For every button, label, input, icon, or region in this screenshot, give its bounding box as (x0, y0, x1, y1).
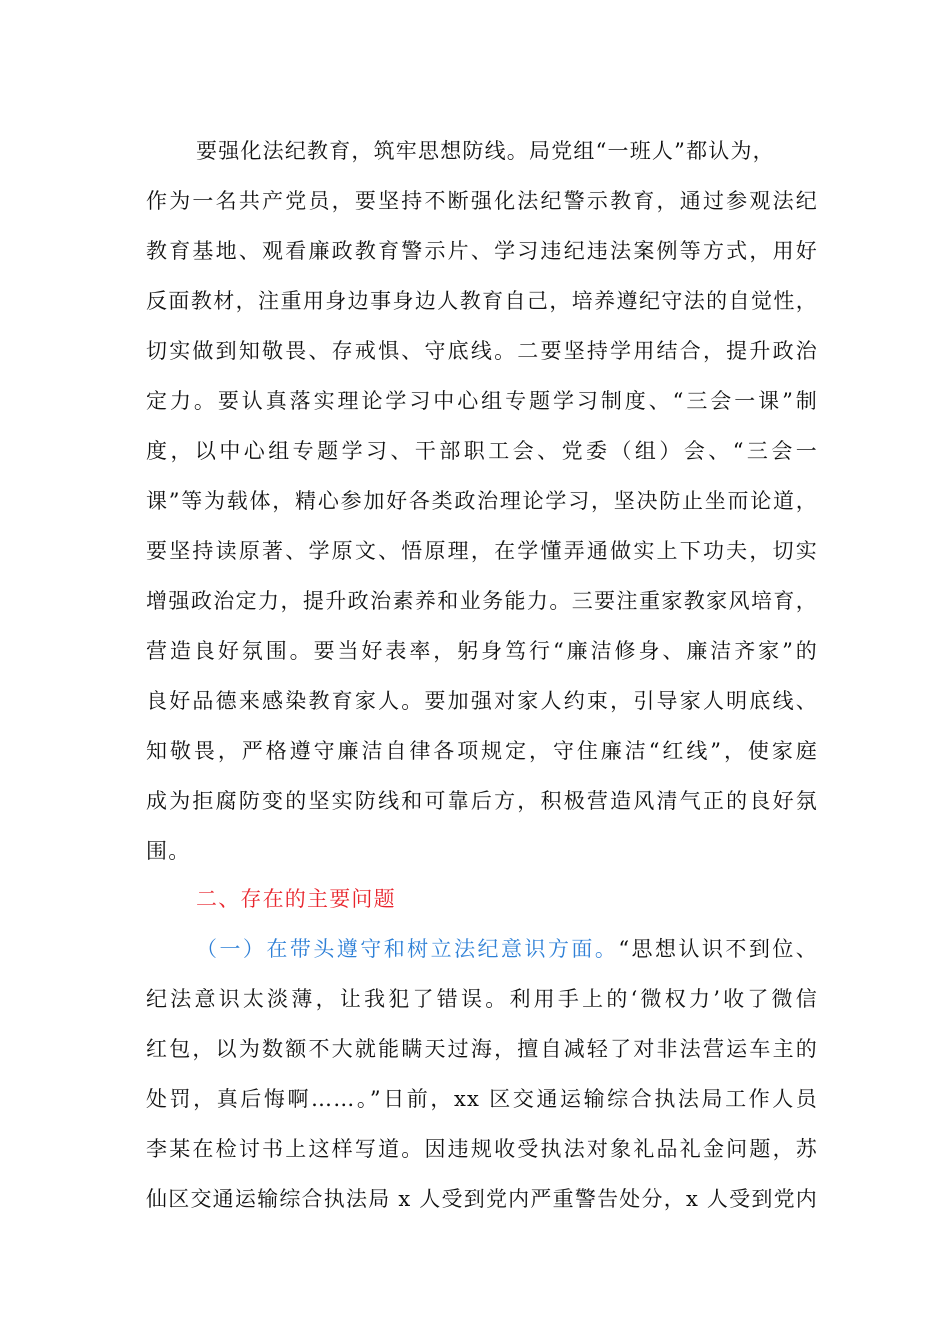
paragraph2-line-1: 纪法意识太淡薄，让我犯了错误。利用手上的‘微权力’收了微信 (146, 987, 818, 1011)
paragraph1-line-13: 知敬畏，严格遵守廉洁自律各项规定，守住廉洁“红线”，使家庭 (146, 739, 818, 763)
paragraph1-line-12: 良好品德来感染教育家人。要加强对家人约束，引导家人明底线、 (146, 689, 818, 713)
paragraph1-line-4: 反面教材，注重用身边事身边人教育自己，培养遵纪守法的自觉性， (146, 289, 818, 313)
paragraph1-line-7: 度，以中心组专题学习、干部职工会、党委（组）会、“三会一 (146, 439, 818, 463)
paragraph2-line-4: 李某在检讨书上这样写道。因违规收受执法对象礼品礼金问题，苏 (146, 1137, 818, 1161)
subheading-line (196, 934, 818, 964)
paragraph1-line-10: 增强政治定力，提升政治素养和业务能力。三要注重家教家风培育， (146, 589, 818, 613)
paragraph1-line-6: 定力。要认真落实理论学习中心组专题学习制度、“三会一课”制 (146, 389, 818, 413)
paragraph2-line-3: 处罚，真后悔啊……。”日前，xx 区交通运输综合执法局工作人员 (146, 1087, 818, 1111)
paragraph1-line-1: 要强化法纪教育，筑牢思想防线。局党组“一班人”都认为， (196, 139, 775, 163)
paragraph1-line-8: 课”等为载体，精心参加好各类政治理论学习，坚决防止坐而论道， (146, 489, 818, 513)
paragraph1-line-14: 成为拒腐防变的坚实防线和可靠后方，积极营造风清气正的良好氛 (146, 789, 818, 813)
section-heading: 二、存在的主要问题 (196, 887, 396, 911)
paragraph1-line-2: 作为一名共产党员，要坚持不断强化法纪警示教育，通过参观法纪 (146, 189, 818, 213)
paragraph2-line-5: 仙区交通运输综合执法局 x 人受到党内严重警告处分，x 人受到党内 (146, 1187, 818, 1211)
subheading: （一）在带头遵守和树立法纪意识方面。 (196, 937, 619, 961)
paragraph1-line-11: 营造良好氛围。要当好表率，躬身笃行“廉洁修身、廉洁齐家”的 (146, 639, 818, 663)
paragraph1-line-15: 围。 (146, 839, 191, 863)
paragraph2-line-2: 红包，以为数额不大就能瞒天过海，擅自减轻了对非法营运车主的 (146, 1037, 818, 1061)
paragraph1-line-3: 教育基地、观看廉政教育警示片、学习违纪违法案例等方式，用好 (146, 239, 818, 263)
paragraph1-line-5: 切实做到知敬畏、存戒惧、守底线。二要坚持学用结合，提升政治 (146, 339, 818, 363)
paragraph1-line-9: 要坚持读原著、学原文、悟原理，在学懂弄通做实上下功夫，切实 (146, 539, 818, 563)
subheading-tail: “思想认识不到位、 (618, 937, 818, 961)
